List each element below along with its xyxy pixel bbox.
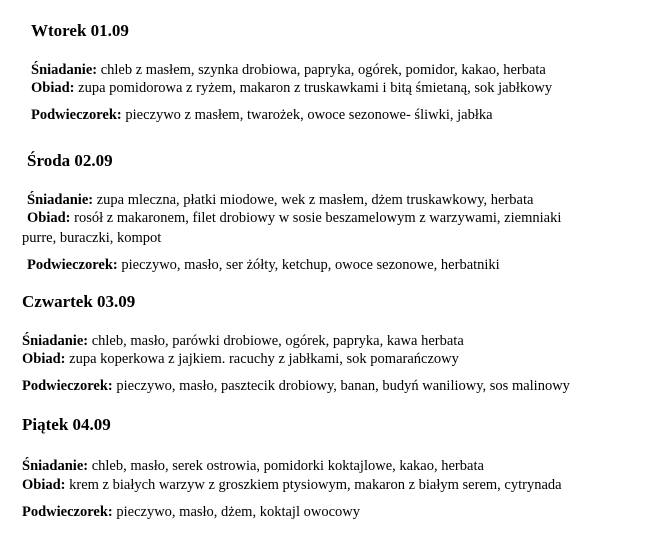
meal-label: Śniadanie: (22, 458, 89, 474)
meal-breakfast (27, 191, 533, 209)
meal-label: Obiad: (22, 351, 66, 367)
meal-text: krem z białych warzyw z groszkiem ptysiowym, makaron z białym serem, cytrynada (65, 477, 562, 493)
meal-label: Śniadanie: (31, 62, 98, 78)
meal-text: zupa pomidorowa z ryżem, makaron z truskawkami i bitą śmietaną, sok jabłkowy (74, 80, 553, 96)
meal-text: rosół z makaronem, filet drobiowy w sosie beszamelowym z warzywami, ziemniaki (70, 210, 562, 226)
meal-lunch (22, 476, 562, 494)
meal-lunch-continued (22, 229, 161, 247)
meal-text: purre, buraczki, kompot (22, 230, 162, 246)
meal-label: Podwieczorek: (27, 257, 118, 273)
meal-lunch (31, 79, 552, 97)
meal-label: Śniadanie: (27, 192, 94, 208)
day-title: Wtorek 01.09 (31, 21, 129, 40)
meal-text: pieczywo, masło, ser żółty, ketchup, owoce sezonowe, herbatniki (117, 257, 500, 273)
meal-label: Podwieczorek: (22, 378, 113, 394)
meal-breakfast (22, 332, 464, 350)
meal-label: Podwieczorek: (31, 107, 122, 123)
meal-snack (27, 256, 500, 274)
meal-snack (22, 377, 570, 395)
meal-breakfast (31, 61, 546, 79)
meal-label: Śniadanie: (22, 333, 89, 349)
day-title: Środa 02.09 (27, 151, 113, 170)
meal-lunch (27, 209, 561, 227)
meal-label: Obiad: (22, 477, 66, 493)
meal-text: chleb z masłem, szynka drobiowa, papryka, ogórek, pomidor, kakao, herbata (97, 62, 546, 78)
meal-lunch (22, 350, 459, 368)
meal-text: zupa mleczna, płatki miodowe, wek z masłem, dżem truskawkowy, herbata (93, 192, 534, 208)
meal-label: Obiad: (27, 210, 71, 226)
meal-text: pieczywo, masło, pasztecik drobiowy, banan, budyń waniliowy, sos malinowy (112, 378, 570, 394)
meal-text: pieczywo z masłem, twarożek, owoce sezonowe- śliwki, jabłka (121, 107, 493, 123)
meal-text: chleb, masło, parówki drobiowe, ogórek, papryka, kawa herbata (88, 333, 464, 349)
meal-label: Obiad: (31, 80, 75, 96)
day-title: Czwartek 03.09 (22, 292, 136, 311)
day-title: Piątek 04.09 (22, 415, 111, 434)
meal-text: pieczywo, masło, dżem, koktajl owocowy (112, 504, 360, 520)
meal-text: chleb, masło, serek ostrowia, pomidorki koktajlowe, kakao, herbata (88, 458, 484, 474)
meal-label: Podwieczorek: (22, 504, 113, 520)
meal-snack (31, 106, 493, 124)
meal-snack (22, 503, 360, 521)
meal-text: zupa koperkowa z jajkiem. racuchy z jabłkami, sok pomarańczowy (65, 351, 459, 367)
meal-breakfast (22, 457, 484, 475)
